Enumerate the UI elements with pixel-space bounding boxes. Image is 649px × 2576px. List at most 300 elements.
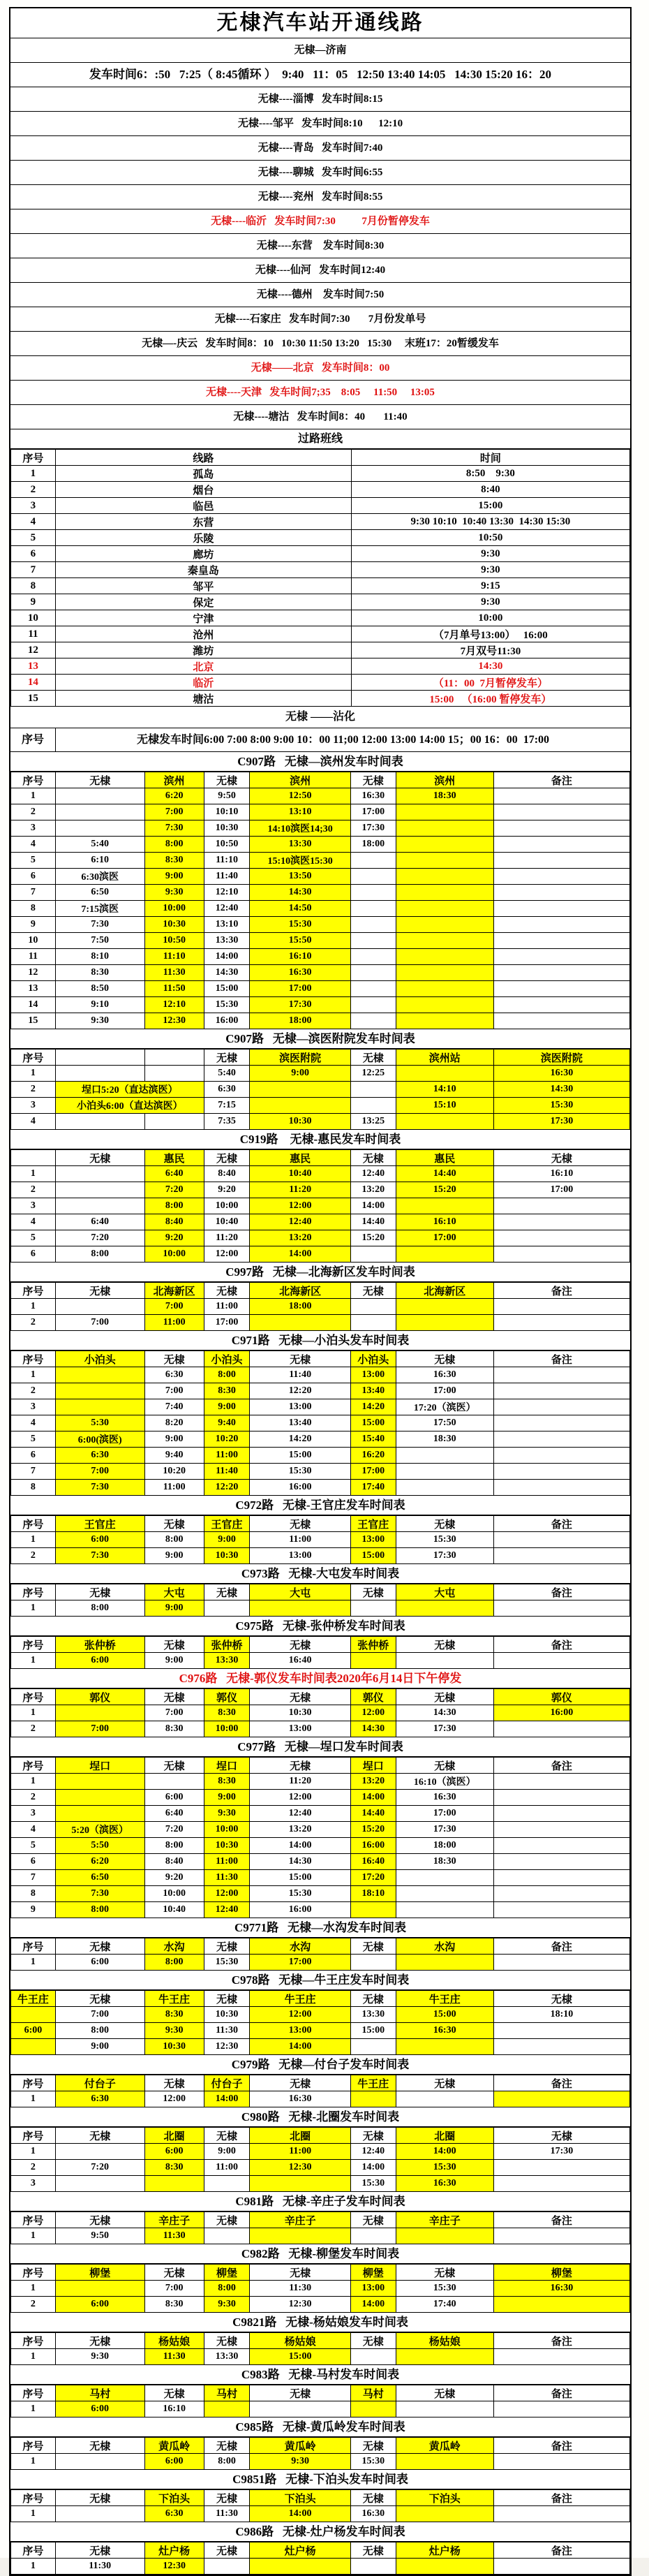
route-name-cell: 潍坊	[55, 642, 351, 658]
seq-cell: 6	[11, 1854, 56, 1870]
time-cell: 16:10	[396, 1214, 493, 1230]
time-cell: 7:00	[55, 1721, 144, 1737]
time-cell: 8:30	[55, 965, 144, 981]
time-cell: 12:30	[204, 2039, 250, 2055]
seq-cell: 4	[11, 1214, 56, 1230]
timetable-row	[11, 1415, 630, 1431]
time-cell: 10:30	[204, 1838, 250, 1854]
time-cell	[55, 1399, 144, 1415]
time-cell	[396, 1315, 493, 1331]
time-cell	[493, 1774, 629, 1790]
time-cell: 13:30	[204, 1653, 250, 1669]
timetable-row	[11, 2091, 630, 2107]
route-timetable	[10, 1669, 630, 1737]
time-cell	[493, 2176, 629, 2192]
time-cell	[493, 1955, 629, 1971]
timetable-header-cell: 郭仪	[204, 1689, 250, 1705]
time-cell	[350, 2401, 396, 2417]
seq-cell: 5	[11, 1230, 56, 1246]
timetable-header-cell: 无棣	[350, 1584, 396, 1600]
time-cell: 11:20	[250, 1182, 351, 1198]
time-cell	[350, 949, 396, 965]
time-cell: 16:30	[396, 2176, 493, 2192]
time-cell: 5:40	[204, 1066, 250, 1082]
time-cell	[250, 1315, 351, 1331]
time-cell: 6:30	[204, 1082, 250, 1098]
time-cell: 18:00	[250, 1299, 351, 1315]
timetable-header-cell: 黄瓜岭	[250, 2438, 351, 2454]
timetable-title: C977路 无棣—埕口发车时间表	[10, 1737, 630, 1757]
timetable-row	[11, 1806, 630, 1822]
time-cell	[493, 788, 629, 804]
seq-cell: 1	[11, 1166, 56, 1182]
time-cell: 14:50	[250, 901, 351, 917]
time-cell: 16:30	[493, 1066, 629, 1082]
timetable-header-cell: 无棣	[144, 1689, 204, 1705]
time-cell: 6:00	[144, 2144, 204, 2160]
time-cell: 16:30	[396, 2023, 493, 2039]
passing-row	[11, 675, 630, 691]
timetable-header-row	[11, 2128, 630, 2144]
time-cell: 12:25	[350, 1066, 396, 1082]
passing-row	[11, 546, 630, 562]
time-cell	[396, 1299, 493, 1315]
time-cell: 8:30	[204, 1774, 250, 1790]
time-cell	[204, 2559, 250, 2575]
time-cell	[396, 2506, 493, 2522]
timetable-grid	[10, 1149, 630, 1263]
timetable-header-cell: 柳堡	[55, 2265, 144, 2281]
time-cell	[493, 1532, 629, 1548]
time-cell: 16:40	[350, 1854, 396, 1870]
passing-row	[11, 642, 630, 658]
seq-cell: 14	[11, 997, 56, 1013]
time-cell: 17:30	[396, 1548, 493, 1564]
time-cell	[396, 917, 493, 933]
route-timetable	[10, 1496, 630, 1564]
time-cell	[493, 1653, 629, 1669]
timetable-header-cell: 柳堡	[204, 2265, 250, 2281]
time-cell	[493, 2023, 629, 2039]
time-cell	[493, 1198, 629, 1214]
timetable-row	[11, 2297, 630, 2313]
timetable-header-cell	[55, 1050, 144, 1066]
timetable-header-cell: 无棣	[250, 1516, 351, 1532]
timetable-title: C919路 无棣-惠民发车时间表	[10, 1130, 630, 1149]
seq-cell	[11, 2007, 56, 2023]
timetable-header-cell: 序号	[11, 1938, 56, 1955]
time-cell: 11:00	[204, 1299, 250, 1315]
time-cell: 14:20	[250, 1431, 351, 1448]
time-cell: 9:30	[351, 546, 629, 562]
time-cell: 13:30	[250, 837, 351, 853]
time-cell	[493, 1822, 629, 1838]
time-cell	[396, 1600, 493, 1617]
seq-cell: 10	[11, 933, 56, 949]
time-cell	[493, 997, 629, 1013]
timetable-header-cell: 无棣	[250, 1637, 351, 1653]
time-cell	[396, 2039, 493, 2055]
time-cell	[250, 1098, 351, 1114]
timetable-header-cell: 无棣	[250, 2265, 351, 2281]
time-cell: 10:00	[204, 1822, 250, 1838]
time-cell: 11:30	[144, 2349, 204, 2365]
timetable-row	[11, 1399, 630, 1415]
seq-cell: 15	[11, 1013, 56, 1029]
timetable-header-cell: 无棣	[493, 1150, 629, 1166]
time-cell: 15:30	[204, 1955, 250, 1971]
timetable-row	[11, 1705, 630, 1721]
time-cell: 8:20	[144, 1415, 204, 1431]
time-cell: 8:30	[144, 2297, 204, 2313]
time-cell	[350, 1315, 396, 1331]
timetable-header-cell: 黄瓜岭	[144, 2438, 204, 2454]
time-cell: 14:00	[250, 1838, 351, 1854]
time-cell: 7:20	[55, 2160, 144, 2176]
time-cell	[493, 1548, 629, 1564]
timetable-header-cell: 北海新区	[396, 1283, 493, 1299]
time-cell: 12:40	[350, 1166, 396, 1182]
time-cell	[350, 901, 396, 917]
time-cell: 16:10	[144, 2401, 204, 2417]
time-cell: 12:30	[250, 2160, 351, 2176]
seq-cell: 9	[11, 917, 56, 933]
time-cell	[493, 2559, 629, 2575]
route-name-cell: 孤岛	[55, 466, 351, 482]
time-cell: 7:00	[55, 2007, 144, 2023]
timetable-header-cell: 辛庄子	[250, 2212, 351, 2228]
time-cell	[204, 1600, 250, 1617]
time-cell: 10:40	[250, 1166, 351, 1182]
time-cell	[493, 1399, 629, 1415]
time-cell: 9:20	[144, 1870, 204, 1886]
time-cell: 10:30	[204, 1548, 250, 1564]
seq-cell: 2	[11, 482, 56, 498]
time-cell	[55, 1705, 144, 1721]
route-timetable	[10, 2417, 630, 2470]
time-cell: 8:00	[144, 1198, 204, 1214]
time-cell: 10:50	[204, 837, 250, 853]
time-cell: 16:30	[250, 965, 351, 981]
time-cell	[350, 2039, 396, 2055]
time-cell	[250, 2401, 351, 2417]
timetable-header-row	[11, 2212, 630, 2228]
time-cell: 7:00	[144, 1705, 204, 1721]
time-cell: 14:00	[250, 2506, 351, 2522]
time-cell: 9:30	[204, 2297, 250, 2313]
time-cell: 9:30	[144, 2023, 204, 2039]
route-timetable	[10, 2055, 630, 2107]
timetable-row	[11, 2007, 630, 2023]
time-cell	[55, 1806, 144, 1822]
timetable-header-cell: 序号	[11, 2128, 56, 2144]
time-cell: 8:30	[144, 1721, 204, 1737]
time-cell	[493, 2091, 629, 2107]
time-cell: 14:00	[250, 1246, 351, 1263]
time-cell	[396, 2559, 493, 2575]
time-cell	[55, 1299, 144, 1315]
time-cell: 8:00	[204, 2281, 250, 2297]
timetable-header-cell: 备注	[493, 1351, 629, 1367]
timetable-header-cell: 无棣	[250, 1758, 351, 1774]
timetable-row	[11, 949, 630, 965]
seq-cell: 6:00	[11, 2023, 56, 2039]
seq-cell: 2	[11, 1548, 56, 1564]
time-cell: 6:00	[55, 2297, 144, 2313]
time-cell	[493, 1431, 629, 1448]
timetable-header-cell: 序号	[11, 2438, 56, 2454]
timetable-header-cell: 序号	[11, 1050, 56, 1066]
timetable-header-cell: 辛庄子	[144, 2212, 204, 2228]
time-cell	[396, 1955, 493, 1971]
time-cell: （7月单号13:00） 16:00	[351, 626, 629, 642]
time-cell: 14:30	[351, 658, 629, 675]
time-cell: 9:30	[55, 2349, 144, 2365]
time-cell: 8:30	[204, 1705, 250, 1721]
timetable-header-cell: 北圈	[144, 2128, 204, 2144]
time-cell: 10:00	[204, 1198, 250, 1214]
timetable-header-cell: 无棣	[55, 1150, 144, 1166]
time-cell	[204, 2228, 250, 2244]
timetable-header-cell: 埕口	[55, 1758, 144, 1774]
time-cell: 15:20	[396, 1182, 493, 1198]
timetable-header-cell: 无棣	[204, 1938, 250, 1955]
timetable-header-cell: 序号	[11, 772, 56, 788]
route-timetable	[10, 1737, 630, 1918]
timetable-header-cell: 备注	[493, 2212, 629, 2228]
zhanhua-banner: 无棣 ——沾化	[10, 707, 630, 728]
time-cell	[350, 1098, 396, 1114]
time-cell: 9:00	[144, 1431, 204, 1448]
time-cell: 8:40	[351, 482, 629, 498]
time-cell	[493, 1854, 629, 1870]
timetable-header-cell: 备注	[493, 1516, 629, 1532]
timetable-row	[11, 2228, 630, 2244]
timetable-title: C979路 无棣—付台子发车时间表	[10, 2055, 630, 2075]
time-cell: 12:40	[250, 1806, 351, 1822]
route-timetable	[10, 2107, 630, 2192]
timetable-header-cell: 大屯	[250, 1584, 351, 1600]
timetable-row	[11, 1886, 630, 1902]
time-cell: 12:50	[250, 788, 351, 804]
seq-cell: 1	[11, 1653, 56, 1669]
timetable-header-cell: 北圈	[250, 2128, 351, 2144]
time-cell	[204, 2176, 250, 2192]
route-name-cell: 宁津	[55, 610, 351, 626]
time-cell: 11:30	[55, 2559, 144, 2575]
time-cell	[493, 1721, 629, 1737]
time-cell: 6:30	[144, 1367, 204, 1383]
timetable-header-cell: 无棣	[350, 2542, 396, 2559]
time-cell: 11:00	[204, 1854, 250, 1870]
timetable-header-cell: 无棣	[396, 1637, 493, 1653]
time-cell	[493, 2039, 629, 2055]
time-cell: 12:00	[250, 2007, 351, 2023]
time-cell	[350, 853, 396, 869]
route-name-cell: 烟台	[55, 482, 351, 498]
timetable-row	[11, 1230, 630, 1246]
time-cell: 11:00	[250, 1532, 351, 1548]
time-cell	[493, 1415, 629, 1431]
seq-cell: 1	[11, 1299, 56, 1315]
timetable-row	[11, 869, 630, 885]
route-name-cell: 北京	[55, 658, 351, 675]
time-cell: 7:00	[144, 804, 204, 820]
time-cell	[350, 1246, 396, 1263]
time-cell	[493, 1013, 629, 1029]
time-cell	[204, 2401, 250, 2417]
time-cell	[55, 788, 144, 804]
timetable-title: C983路 无棣-马村发车时间表	[10, 2365, 630, 2385]
time-cell: 6:40	[144, 1806, 204, 1822]
route-row: 无棣—-庆云 发车时间8：10 10:30 11:50 13:20 15:30 末班17：20暂缓发车	[10, 332, 630, 356]
time-cell: 8:00	[55, 2023, 144, 2039]
time-cell: 6:30	[55, 2091, 144, 2107]
timetable-header-cell: 备注	[493, 2542, 629, 2559]
timetable-header-cell: 王官庄	[350, 1516, 396, 1532]
time-cell: 11:10	[144, 949, 204, 965]
time-cell: 10:20	[204, 1431, 250, 1448]
time-cell	[396, 1886, 493, 1902]
timetable-title: C9851路 无棣-下泊头发车时间表	[10, 2470, 630, 2489]
timetable-header-cell: 灶户杨	[144, 2542, 204, 2559]
timetable-title: C971路 无棣—小泊头发车时间表	[10, 1331, 630, 1350]
timetable-header-cell: 无棣	[493, 2128, 629, 2144]
timetable-header-cell: 柳堡	[493, 2265, 629, 2281]
time-cell	[493, 837, 629, 853]
time-cell: 16:10（滨医）	[396, 1774, 493, 1790]
time-cell: 12:30	[144, 1013, 204, 1029]
timetable-header-cell: 张仲桥	[204, 1637, 250, 1653]
seq-cell: 5	[11, 853, 56, 869]
timetable-header-cell: 备注	[493, 1938, 629, 1955]
route-timetable	[10, 2192, 630, 2244]
seq-cell: 1	[11, 2281, 56, 2297]
time-cell: 18:10	[493, 2007, 629, 2023]
time-cell: 14:00	[396, 2144, 493, 2160]
time-cell: 13:30	[350, 2007, 396, 2023]
timetable-grid	[10, 1636, 630, 1669]
seq-cell: 6	[11, 546, 56, 562]
timetable-grid	[10, 2332, 630, 2365]
route-timetable	[10, 1617, 630, 1669]
time-cell: 6:20	[144, 788, 204, 804]
time-cell: 16:10	[250, 949, 351, 965]
time-cell: 7:15	[204, 1098, 250, 1114]
seq-cell: 1	[11, 2559, 56, 2575]
time-cell: 16:30	[396, 1790, 493, 1806]
seq-cell: 8	[11, 1480, 56, 1496]
page-title: 无棣汽车站开通线路	[10, 8, 630, 38]
time-cell	[350, 885, 396, 901]
timetable-header-cell: 无棣	[350, 1150, 396, 1166]
timetable-header-cell: 序号	[11, 1516, 56, 1532]
time-cell	[493, 1870, 629, 1886]
passing-row	[11, 466, 630, 482]
timetable-row	[11, 1013, 630, 1029]
timetable-title: C907路 无棣—滨医附院发车时间表	[10, 1029, 630, 1049]
timetable-grid	[10, 1282, 630, 1331]
timetable-header-cell: 无棣	[144, 2385, 204, 2401]
time-cell: 11:00	[204, 2160, 250, 2176]
time-cell: 11:00	[250, 2144, 351, 2160]
time-cell	[493, 1790, 629, 1806]
time-cell	[493, 1806, 629, 1822]
time-cell: 18:30	[396, 788, 493, 804]
time-cell	[396, 2349, 493, 2365]
time-cell: 15:20	[350, 1230, 396, 1246]
time-cell: 8:30	[144, 2007, 204, 2023]
timetable-header-cell: 无棣	[204, 1584, 250, 1600]
time-cell	[493, 1299, 629, 1315]
time-cell: 14:20	[350, 1399, 396, 1415]
time-cell: 8:30	[144, 2160, 204, 2176]
time-cell: 17:00	[350, 1464, 396, 1480]
time-cell: 15:30	[396, 1532, 493, 1548]
time-cell: 9:30	[351, 594, 629, 610]
time-cell: 5:20（滨医）	[55, 1822, 144, 1838]
timetable-header-cell: 序号	[11, 1283, 56, 1299]
timetable-header-cell: 无棣	[396, 1516, 493, 1532]
time-cell: 6:40	[144, 1166, 204, 1182]
timetable-header-cell: 备注	[493, 2075, 629, 2091]
time-cell	[350, 2228, 396, 2244]
time-cell	[493, 1246, 629, 1263]
timetable-header-cell: 备注	[493, 2333, 629, 2349]
time-cell: 12:00	[250, 1198, 351, 1214]
timetable-header-cell: 无棣	[55, 1938, 144, 1955]
time-cell	[350, 1013, 396, 1029]
time-cell: 15:00	[250, 1448, 351, 1464]
time-cell: 11:00	[204, 1448, 250, 1464]
timetable-header-cell: 序号	[11, 1637, 56, 1653]
time-cell: 8:40	[144, 1214, 204, 1230]
time-cell: 13:00	[250, 1399, 351, 1415]
time-cell: 12:10	[144, 997, 204, 1013]
timetable-row	[11, 917, 630, 933]
route-row: 发车时间6：:50 7:25（ 8:45循环 ） 9:40 11：05 12:50 13:40 14:05 14:30 15:20 16：20	[10, 63, 630, 87]
passing-row	[11, 610, 630, 626]
seq-cell: 1	[11, 2349, 56, 2365]
time-cell: 6:00	[55, 1955, 144, 1971]
timetable-row	[11, 1955, 630, 1971]
seq-cell: 1	[11, 2454, 56, 2470]
time-cell: 9:40	[204, 1415, 250, 1431]
timetable-header-cell: 水沟	[396, 1938, 493, 1955]
timetable-header-cell: 牛王庄	[250, 1991, 351, 2007]
time-cell: 11:30	[204, 2506, 250, 2522]
seq-cell: 2	[11, 1182, 56, 1198]
route-row: 无棣----塘沽 发车时间8：40 11:40	[10, 405, 630, 429]
timetable-row	[11, 2039, 630, 2055]
route-timetable	[10, 2244, 630, 2313]
time-cell: 18:30	[396, 1854, 493, 1870]
time-cell	[396, 981, 493, 997]
time-cell: 7:50	[55, 933, 144, 949]
time-cell: 6:50	[55, 1870, 144, 1886]
seq-cell: 2	[11, 1315, 56, 1331]
time-cell: 11:30	[250, 2281, 351, 2297]
seq-cell: 1	[11, 1705, 56, 1721]
time-cell	[493, 1383, 629, 1399]
time-cell: 15:10滨医15:30	[250, 853, 351, 869]
time-cell: 13:20	[250, 1230, 351, 1246]
time-cell: 11:40	[204, 869, 250, 885]
timetable-row	[11, 1098, 630, 1114]
timetable-header-cell: 灶户杨	[396, 2542, 493, 2559]
timetable-header-cell: 小泊头	[55, 1351, 144, 1367]
timetable-row	[11, 2160, 630, 2176]
